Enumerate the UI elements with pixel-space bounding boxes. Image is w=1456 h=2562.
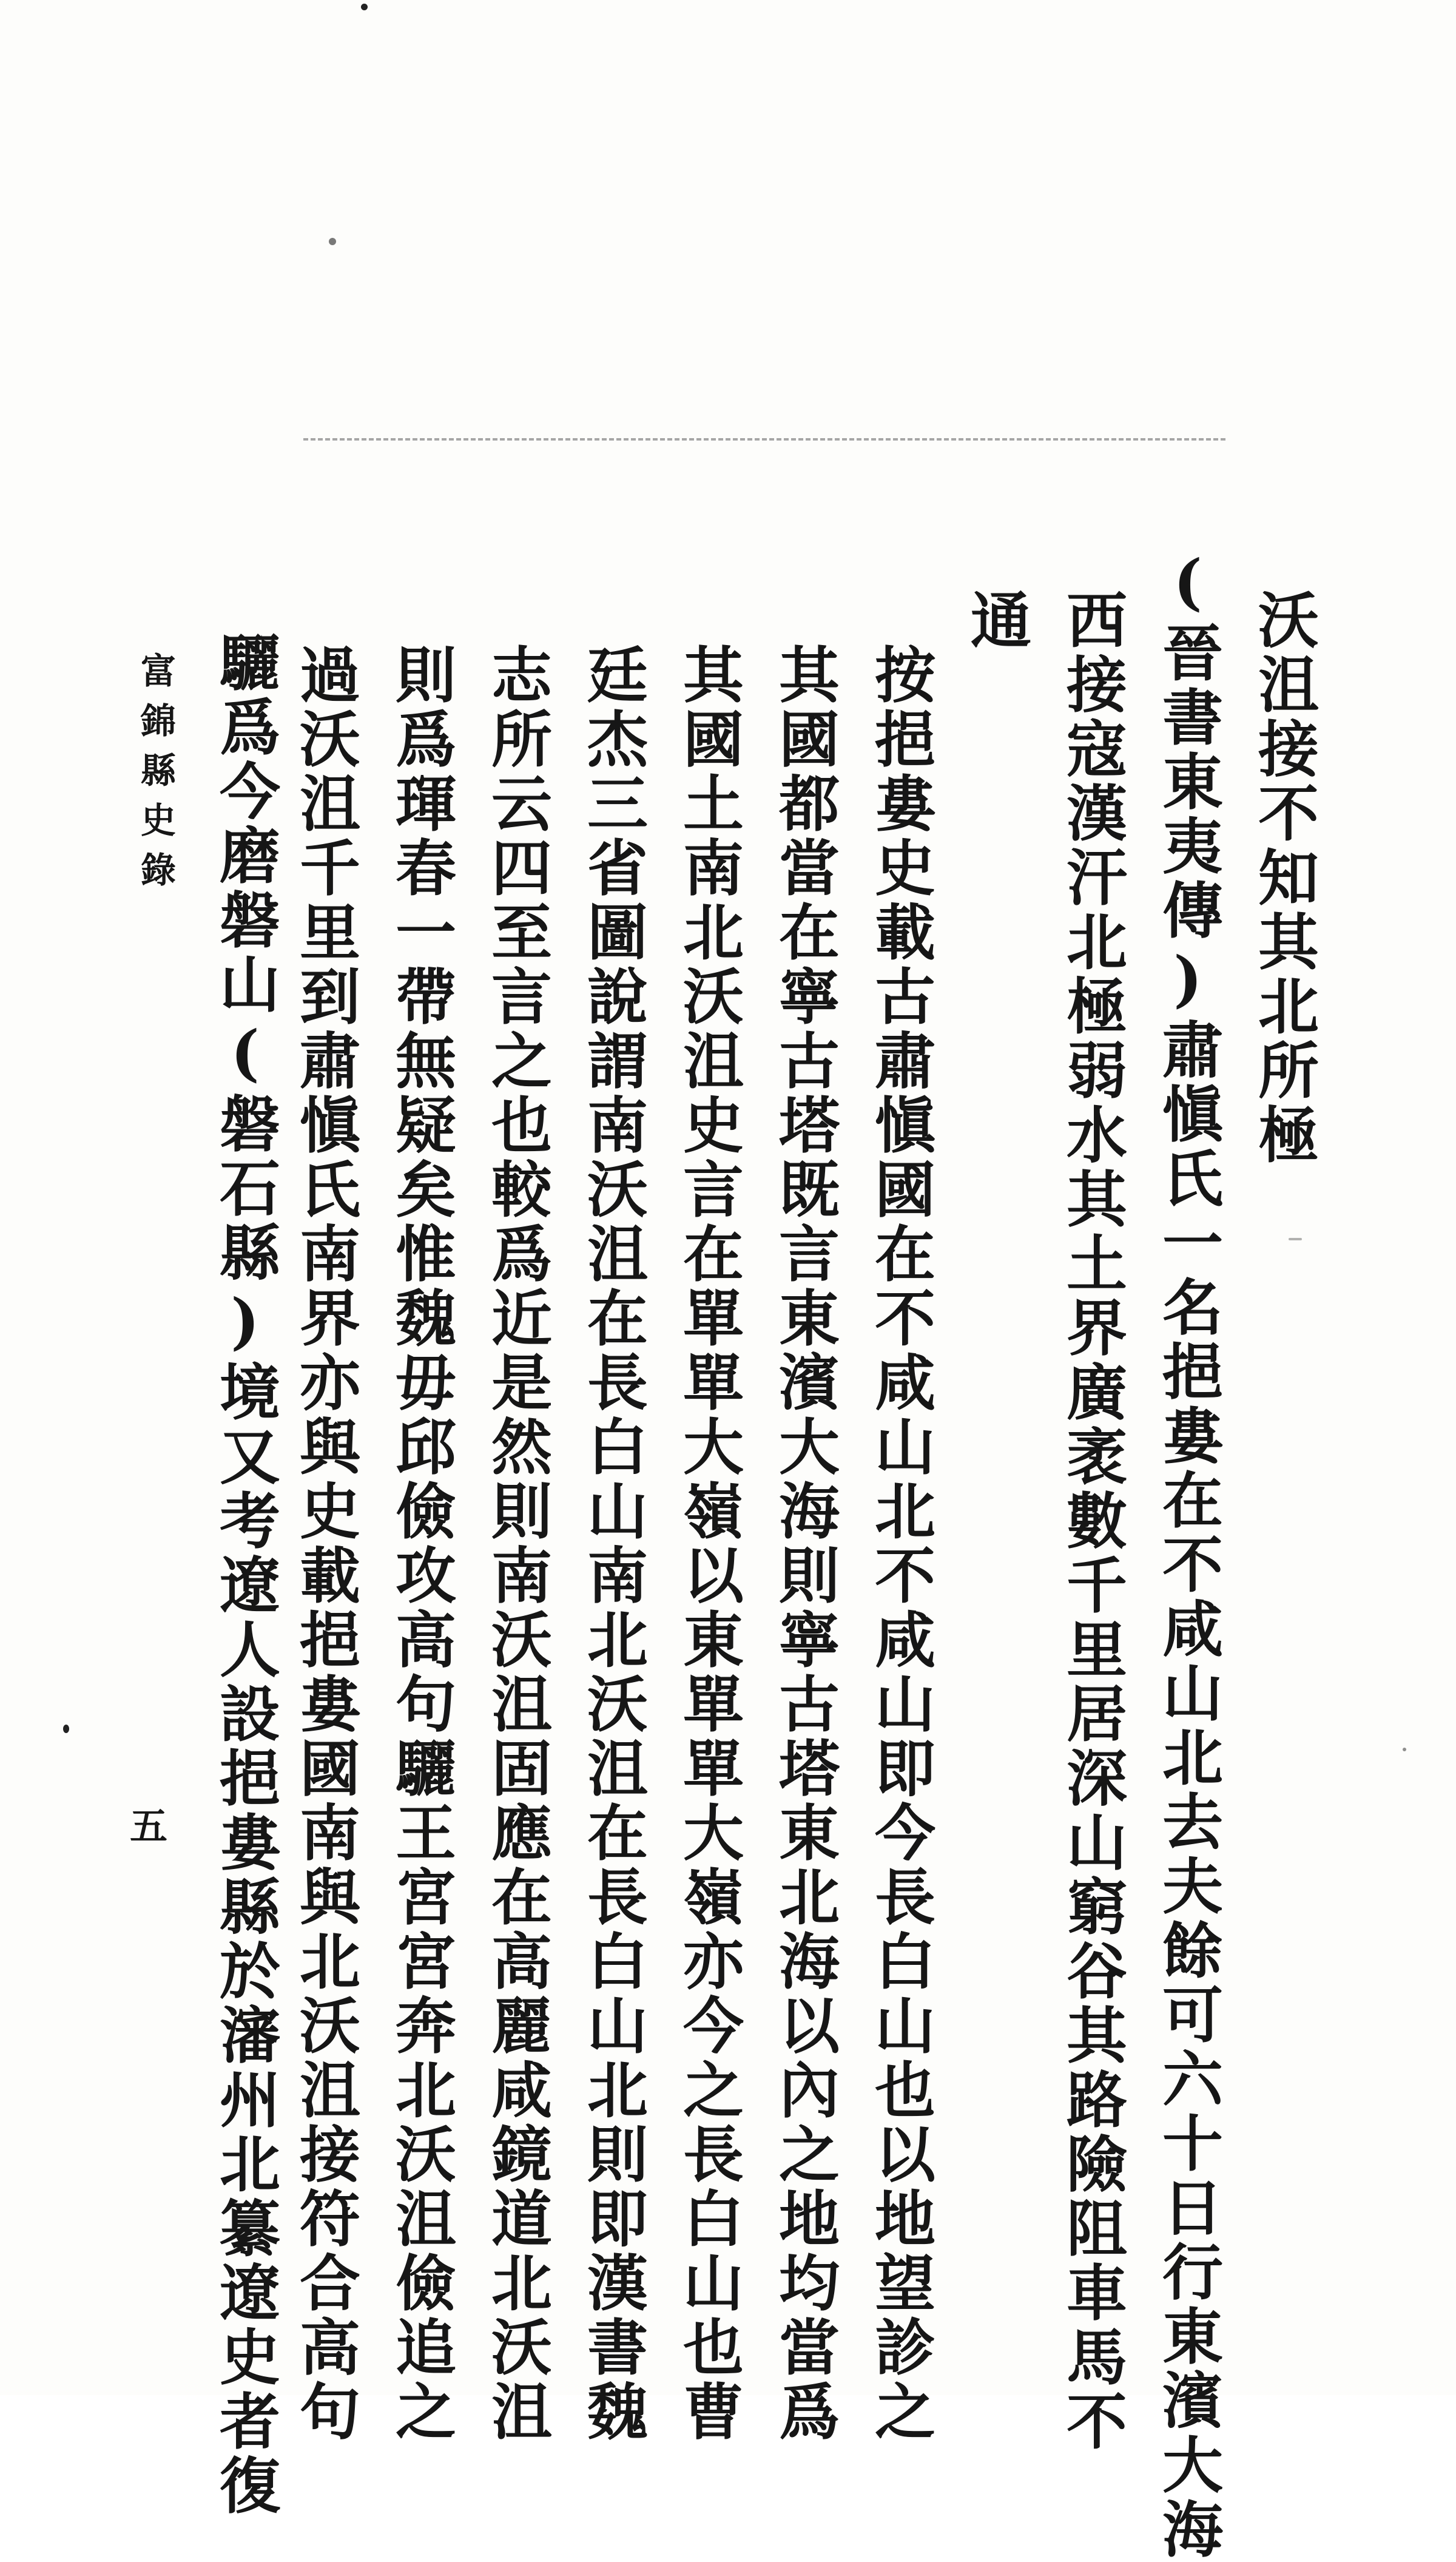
ink-speck	[63, 1725, 69, 1733]
page-number: 五	[130, 1804, 168, 1848]
text-column-11: 驪爲今磨磐山(磐石縣)境又考遼人設挹婁縣於瀋州北纂遼史者復	[209, 631, 281, 2518]
top-divider-rule	[303, 438, 1225, 441]
text-column-3: 通	[960, 589, 1032, 653]
text-column-1: (晉書東夷傳)肅愼氏一名挹婁在不咸山北去夫餘可六十日行東濱大海	[1152, 546, 1224, 2562]
ink-speck	[1403, 1748, 1406, 1751]
ink-speck	[329, 238, 336, 245]
text-column-5: 其國都當在寧古塔既言東濱大海則寧古塔東北海以內之地均當爲	[769, 643, 840, 2444]
text-column-8: 志所云四至言之也較爲近是然則南沃沮固應在高麗咸鏡道北沃沮	[481, 643, 553, 2444]
text-column-4: 按挹婁史載古肅愼國在不咸山北不咸山即今長白山也以地望診之	[864, 643, 936, 2444]
text-column-6: 其國土南北沃沮史言在單單大嶺以東單單大嶺亦今之長白山也曹	[673, 643, 744, 2444]
text-column-7: 廷杰三省圖說謂南沃沮在長白山南北沃沮在長白山北則即漢書魏	[577, 643, 649, 2444]
ink-speck	[361, 4, 368, 10]
ink-speck	[1289, 1238, 1302, 1240]
running-title: 富錦縣史錄	[135, 652, 176, 901]
text-column-9: 則爲琿春一帶無疑矣惟魏毋邱儉攻高句驪王宮宮奔北沃沮儉追之	[385, 643, 457, 2444]
text-column-2: 西接寇漢汗北極弱水其土界廣袤數千里居深山窮谷其路險阻車馬不	[1056, 589, 1128, 2454]
heading-line: 沃沮接不知其北所極	[1248, 589, 1320, 1168]
text-column-10: 過沃沮千里到肅愼氏南界亦與史載挹婁國南與北沃沮接符合高句	[289, 643, 361, 2444]
